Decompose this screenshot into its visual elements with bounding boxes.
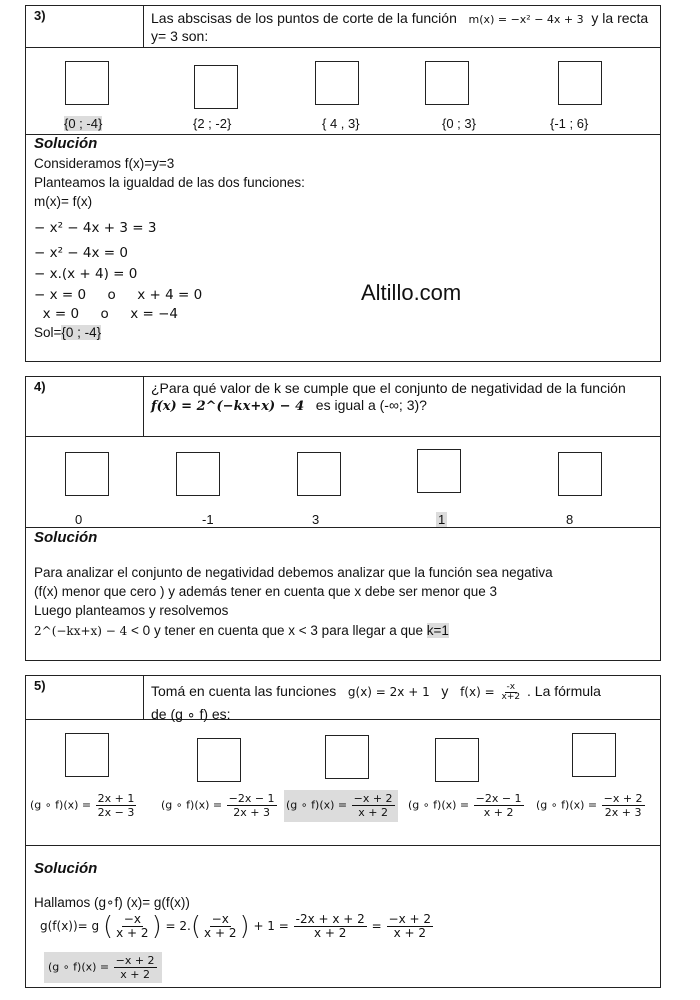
answer-option-4[interactable]: 1	[438, 512, 446, 527]
answer-option-5[interactable]: 8	[566, 512, 574, 527]
answer-option-3[interactable]: 3	[312, 512, 320, 527]
solution-line: Consideramos f(x)=y=3	[34, 156, 175, 171]
answer-option-4[interactable]: (g ∘ f)(x) = $\frac{-2x - 1}{x + 2}$	[408, 792, 522, 819]
answer-checkbox-5[interactable]	[558, 61, 602, 105]
answer-checkbox-4[interactable]	[425, 61, 469, 105]
answer-checkbox-2[interactable]	[197, 738, 241, 782]
answer-option-2[interactable]: {2 ; -2}	[193, 116, 232, 131]
answer-option-1[interactable]: {0 ; -4}	[64, 116, 103, 131]
answer-checkbox-4[interactable]	[417, 449, 461, 493]
q5-header-divider	[143, 675, 144, 719]
answer-checkbox-1[interactable]	[65, 452, 109, 496]
solution-answer: Sol={0 ; -4}	[34, 325, 102, 340]
watermark: Altillo.com	[361, 280, 462, 305]
solution-answer: 2^(−kx+x) − 4 < 0 y tener en cuenta que x < 3 para llegar a que k=1	[34, 623, 449, 638]
answer-checkbox-2[interactable]	[194, 65, 238, 109]
question-number: 5)	[34, 678, 46, 693]
answer-option-3[interactable]: (g ∘ f)(x) = $\frac{-x + 2}{x + 2}$	[284, 790, 398, 822]
answer-option-3[interactable]: { 4 , 3}	[322, 116, 360, 131]
answer-checkbox-1[interactable]	[65, 61, 109, 105]
math-step: − x² − 4x + 3 = 3	[34, 220, 157, 236]
solution-line: Hallamos (g∘f) (x)= g(f(x))	[34, 895, 190, 910]
q3-header-divider	[143, 5, 144, 47]
solution-answer: (g ∘ f)(x) = $\frac{-x + 2}{x + 2}$	[44, 952, 162, 983]
answer-checkbox-5[interactable]	[572, 733, 616, 777]
math-step: x = 0 o x = −4	[34, 306, 179, 322]
answer-option-5[interactable]: {-1 ; 6}	[550, 116, 589, 131]
solution-line: (f(x) menor que cero ) y además tener en cuenta que x debe ser menor que 3	[34, 584, 498, 599]
solution-title: Solución	[34, 529, 98, 546]
solution-title: Solución	[34, 135, 98, 152]
answer-option-1[interactable]: (g ∘ f)(x) = $\frac{2x + 1}{2x - 3}$	[30, 792, 135, 819]
question-number: 4)	[34, 379, 46, 394]
solution-line: Luego planteamos y resolvemos	[34, 603, 229, 618]
answer-option-4[interactable]: {0 ; 3}	[442, 116, 476, 131]
math-step: g(f(x))= g ( $\frac{-x}{x + 2}$ ) = 2.( $\frac{-x}{x + 2}$ ) + 1 = $\frac{-2x + x + 2}{x + 2}$ = $\frac{-x + 2}{x + 2}$	[40, 911, 432, 942]
solution-line: m(x)= f(x)	[34, 194, 93, 209]
answer-checkbox-3[interactable]	[315, 61, 359, 105]
answer-checkbox-1[interactable]	[65, 733, 109, 777]
solution-line: Planteamos la igualdad de las dos funciones:	[34, 175, 305, 190]
q5-options-bottom	[25, 845, 660, 846]
question-text: Tomá en cuenta las funciones g(x) = 2x + 1 y f(x) = $\frac{-x}{x+2}$ . La fórmula de (g ∘ f) es:	[151, 681, 601, 722]
question-number: 3)	[34, 8, 46, 23]
question-text: ¿Para qué valor de k se cumple que el conjunto de negatividad de la función f(x) = 2^(−kx+x) − 4 es igual a (-∞; 3)?	[151, 380, 626, 414]
answer-checkbox-3[interactable]	[297, 452, 341, 496]
answer-checkbox-4[interactable]	[435, 738, 479, 782]
math-step: − x² − 4x = 0	[34, 245, 128, 261]
solution-title: Solución	[34, 860, 98, 877]
math-step: − x.(x + 4) = 0	[34, 266, 138, 282]
q3-header-bottom	[25, 47, 660, 48]
answer-option-2[interactable]: -1	[202, 512, 214, 527]
answer-option-1[interactable]: 0	[75, 512, 83, 527]
math-step: − x = 0 o x + 4 = 0	[34, 287, 203, 303]
answer-option-2[interactable]: (g ∘ f)(x) = $\frac{-2x - 1}{2x + 3}$	[161, 792, 275, 819]
answer-checkbox-3[interactable]	[325, 735, 369, 779]
answer-option-5[interactable]: (g ∘ f)(x) = $\frac{-x + 2}{2x + 3}$	[536, 792, 643, 819]
answer-checkbox-2[interactable]	[176, 452, 220, 496]
answer-checkbox-5[interactable]	[558, 452, 602, 496]
q4-header-divider	[143, 376, 144, 436]
solution-line: Para analizar el conjunto de negatividad debemos analizar que la función sea negativa	[34, 565, 553, 580]
q4-options-bottom	[25, 527, 660, 528]
question-text: Las abscisas de los puntos de corte de la función m(x) = −x² − 4x + 3 y la recta y= 3 son:	[151, 10, 649, 44]
q4-header-bottom	[25, 436, 660, 437]
q3-options-bottom	[25, 134, 660, 135]
